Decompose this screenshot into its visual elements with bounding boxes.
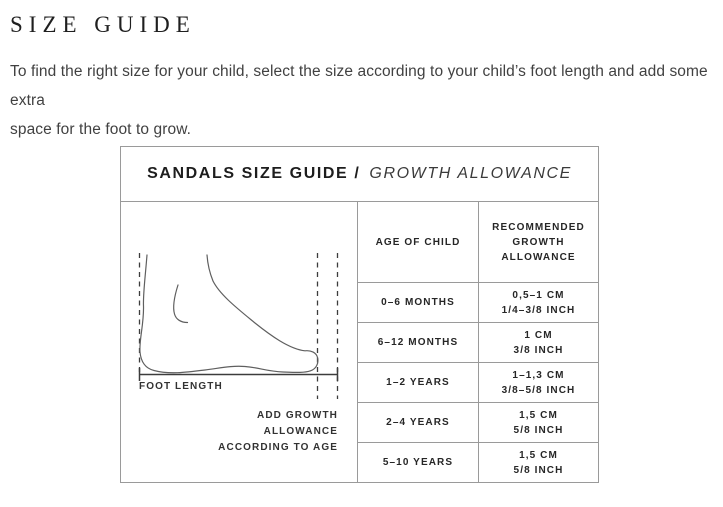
value-cell [478, 402, 598, 442]
age-cell: 6–12 MONTHS [358, 322, 478, 362]
foot-diagram-cell [121, 202, 357, 482]
growth-allowance-note-line: ACCORDING TO AGE [218, 442, 338, 453]
value-cm: 1–1,3 CM [512, 369, 565, 381]
value-cell [478, 362, 598, 402]
age-column-header: AGE OF CHILD [375, 236, 461, 248]
value-cm: 1 CM [524, 329, 553, 341]
foot-length-label: FOOT LENGTH [139, 381, 223, 392]
value-cell [478, 442, 598, 482]
age-cell: 5–10 YEARS [358, 442, 478, 482]
value-inch: 5/8 INCH [513, 464, 564, 476]
value-inch: 5/8 INCH [513, 424, 564, 436]
value-cm: 1,5 CM [519, 409, 558, 421]
foot-outline [140, 255, 318, 373]
guide-title-main: SANDALS SIZE GUIDE / [147, 165, 361, 182]
size-table [357, 202, 598, 482]
growth-allowance-note-line: ADD GROWTH [257, 410, 338, 421]
age-cell: 0–6 MONTHS [358, 282, 478, 322]
growth-allowance-note-line: ALLOWANCE [263, 426, 338, 437]
value-cm: 0,5–1 CM [512, 289, 565, 301]
growth-allowance-note [218, 408, 338, 456]
size-guide-card-body [121, 202, 598, 482]
ankle-inner-line [174, 285, 188, 323]
value-cm: 1,5 CM [519, 449, 558, 461]
intro-line: To find the right size for your child, select the size according to your child’s foot length and add some extra [10, 63, 708, 109]
size-guide-card-header [121, 147, 598, 202]
growth-column-header: RECOMMENDED GROWTH ALLOWANCE [478, 202, 598, 282]
value-inch: 1/4–3/8 INCH [501, 304, 576, 316]
guide-title-sub: GROWTH ALLOWANCE [369, 165, 572, 182]
intro-line: space for the foot to grow. [10, 121, 192, 138]
page-title: SIZE GUIDE [10, 12, 196, 37]
size-guide-card [120, 146, 599, 483]
age-cell: 2–4 YEARS [358, 402, 478, 442]
age-cell: 1–2 YEARS [358, 362, 478, 402]
value-cell [478, 282, 598, 322]
value-cell [478, 322, 598, 362]
value-inch: 3/8 INCH [513, 344, 564, 356]
intro-paragraph [10, 57, 720, 144]
value-inch: 3/8–5/8 INCH [501, 384, 576, 396]
